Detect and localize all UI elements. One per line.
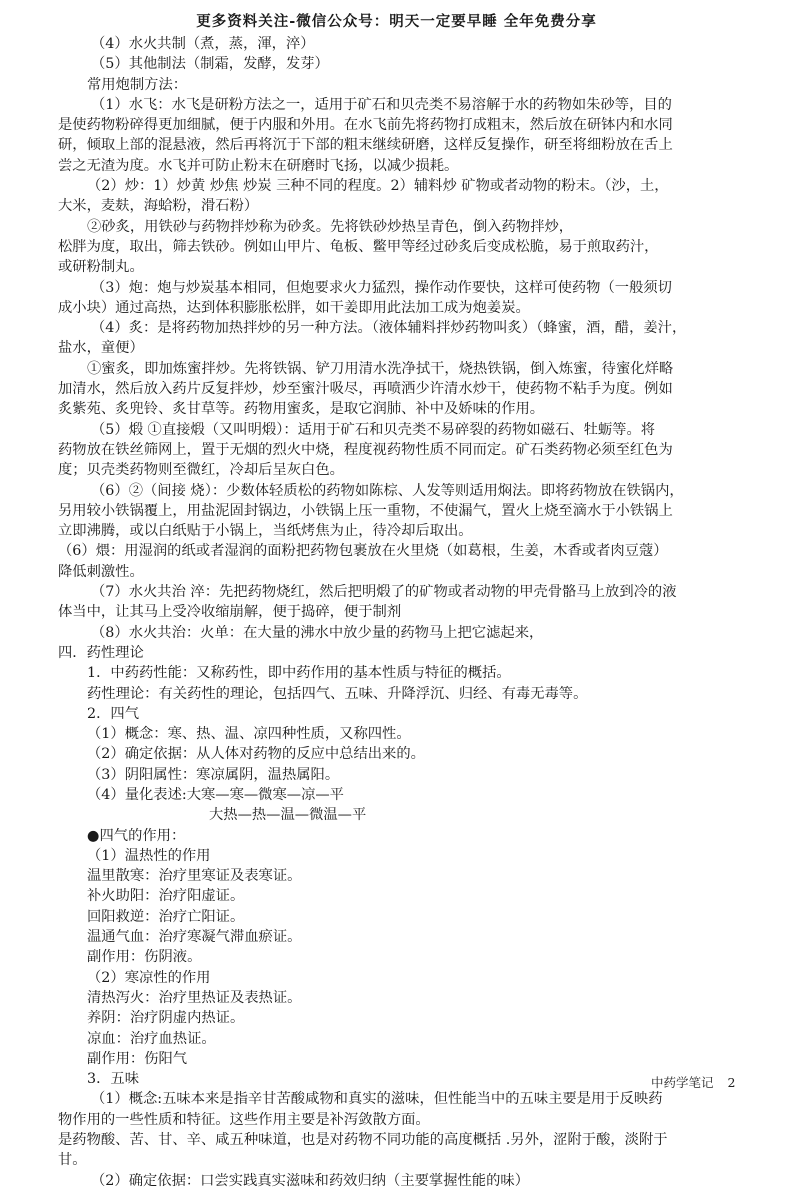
text-line: 副作用：伤阴液。 (87, 949, 202, 966)
text-line: （6）②（间接 烧）：少数体轻质松的药物如陈棕、人发等则适用焖法。即将药物放在铁锅内， (91, 482, 684, 499)
text-line: 清热泻火：治疗里热证及表热证。 (87, 989, 302, 1006)
text-line: 或研粉制丸。 (58, 259, 144, 276)
text-line: 凉血：治疗血热证。 (87, 1030, 216, 1047)
text-line: （6）煨：用湿润的纸或者湿润的面粉把药物包裹放在火里烧（如葛根，生姜，木香或者肉豆蔻） (58, 543, 668, 560)
footer-title: 中药学笔记 (651, 1075, 714, 1090)
text-line: （4）炙：是将药物加热拌炒的另一种方法。（液体辅料拌炒药物叫炙）（蜂蜜，酒，醋，姜汁， (91, 320, 687, 337)
text-line: 尝之无渣为度。水飞并可防止粉末在研磨时飞扬，以减少损耗。 (58, 157, 459, 174)
page-number: 2 (727, 1075, 736, 1090)
page-footer (651, 1073, 735, 1091)
text-line: （2）寒凉性的作用 (87, 969, 211, 986)
text-line: 1．中药药性能：又称药性，即中药作用的基本性质与特征的概括。 (87, 665, 511, 682)
text-line: （1）概念:五味本来是指辛甘苦酸咸物和真实的滋味，但性能当中的五味主要是用于反映药 (91, 1091, 663, 1108)
text-line: ②砂炙，用铁砂与药物拌炒称为砂炙。先将铁砂炒热呈青色，倒入药物拌炒， (87, 218, 574, 235)
text-line: 盐水，童便） (58, 340, 144, 357)
text-line: 研，倾取上部的混悬液，然后再将沉于下部的粗末继续研磨，这样反复操作，研至将细粉放在舌上 (58, 137, 673, 154)
text-line: 3．五味 (87, 1071, 139, 1088)
text-line: 度；贝壳类药物则至微红，冷却后呈灰白色。 (58, 462, 344, 479)
text-line: 另用较小铁锅覆上，用盐泥固封锅边，小铁锅上压一重物，不使漏气，置火上烧至滴水于小铁锅上 (58, 502, 673, 519)
text-line: 是使药物粉碎得更加细腻，便于内服和外用。在水飞前先将药物打成粗末，然后放在研钵内和水同 (58, 117, 673, 134)
text-line: 体当中，让其马上受冷收缩崩解，便于捣碎，便于制剂 (58, 604, 402, 621)
text-line: 补火助阳：治疗阳虚证。 (87, 888, 245, 905)
text-line: 大米，麦麸，海蛤粉，滑石粉） (58, 198, 259, 215)
text-line: ●四气的作用： (87, 827, 186, 844)
text-line: 温通气血：治疗寒凝气滞血瘀证。 (87, 929, 302, 946)
text-line: 四．药性理论 (58, 644, 144, 661)
text-line: （2）炒：1）炒黄 炒焦 炒炭 三种不同的程度。2）辅料炒 矿物或者动物的粉末。（沙，土， (87, 178, 669, 195)
text-line: 2．四气 (87, 705, 139, 722)
text-line: （1）概念：寒、热、温、凉四种性质，又称四性。 (87, 726, 411, 743)
text-line: （7）水火共治 淬：先把药物烧红，然后把明煅了的矿物或者动物的甲壳骨骼马上放到冷的液 (91, 584, 677, 601)
text-line: 物作用的一些性质和特征。这些作用主要是补泻敛散方面。 (58, 1111, 430, 1128)
text-line: 成小块）通过高热，达到体积膨胀松胖，如干姜即用此法加工成为炮姜炭。 (58, 299, 530, 316)
text-line: （8）水火共治：火单：在大量的沸水中放少量的药物马上把它滤起来， (91, 624, 544, 641)
text-line: 温里散寒：治疗里寒证及表寒证。 (87, 868, 302, 885)
text-line: （3）炮：炮与炒炭基本相同，但炮要求火力猛烈，操作动作要快，这样可使药物（一般须切 (91, 279, 672, 296)
text-line: （1）温热性的作用 (87, 847, 211, 864)
text-line: （5）煅 ①直接煅（又叫明煅）：适用于矿石和贝壳类不易碎裂的药物如磁石、牡蛎等。将 (91, 421, 656, 438)
text-line: 大热—热—温—微温—平 (209, 807, 367, 824)
text-line: 副作用：伤阳气 (87, 1050, 188, 1067)
text-line: 是药物酸、苦、甘、辛、咸五种味道，也是对药物不同功能的高度概括 .另外，涩附于酸，淡附于 (58, 1132, 668, 1149)
text-line: 降低刺激性。 (58, 563, 144, 580)
text-line: 药物放在铁丝筛网上，置于无烟的烈火中烧，程度视药物性质不同而定。矿石类药物必须至红色为 (58, 441, 673, 458)
text-line: ①蜜炙，即加炼蜜拌炒。先将铁锅、铲刀用清水洗净拭干，烧热铁锅，倒入炼蜜，待蜜化烊略 (87, 360, 674, 377)
text-line: 加清水，然后放入药片反复拌炒，炒至蜜汁吸尽，再喷洒少许清水炒干，使药物不粘手为度。例如 (58, 381, 673, 398)
document-body (58, 34, 743, 1191)
text-line: （5）其他制法（制霜，发酵，发芽） (91, 56, 329, 73)
text-line: 回阳救逆：治疗亡阳证。 (87, 908, 245, 925)
text-line: （4）量化表述:大寒—寒—微寒—凉—平 (87, 786, 344, 803)
text-line: （2）确定依据：从人体对药物的反应中总结出来的。 (87, 746, 425, 763)
text-line: 药性理论：有关药性的理论，包括四气、五味、升降浮沉、归经、有毒无毒等。 (87, 685, 588, 702)
text-line: 松胖为度，取出，筛去铁砂。例如山甲片、龟板、鳖甲等经过砂炙后变成松脆，易于煎取药汁， (58, 238, 659, 255)
text-line: （3）阴阳属性：寒凉属阴，温热属阳。 (87, 766, 340, 783)
text-line: 甘。 (58, 1152, 87, 1169)
text-line: 炙紫苑、炙兜铃、炙甘草等。药物用蜜炙，是取它润肺、补中及娇味的作用。 (58, 401, 545, 418)
text-line: （1）水飞：水飞是研粉方法之一，适用于矿石和贝壳类不易溶解于水的药物如朱砂等，目的 (91, 96, 672, 113)
text-line: （2）确定依据：口尝实践真实滋味和药效归纳（主要掌握性能的味） (91, 1172, 529, 1189)
text-line: （4）水火共制（煮，蒸，渾，淬） (91, 36, 315, 52)
text-line: 立即沸腾，或以白纸贴于小锅上，当纸烤焦为止，待冷却后取出。 (58, 523, 473, 540)
page-header: 更多资料关注-微信公众号：明天一定要早睡 全年免费分享 (196, 13, 597, 30)
text-line: 养阴：治疗阴虚内热证。 (87, 1010, 245, 1027)
text-line: 常用炮制方法： (87, 76, 188, 93)
